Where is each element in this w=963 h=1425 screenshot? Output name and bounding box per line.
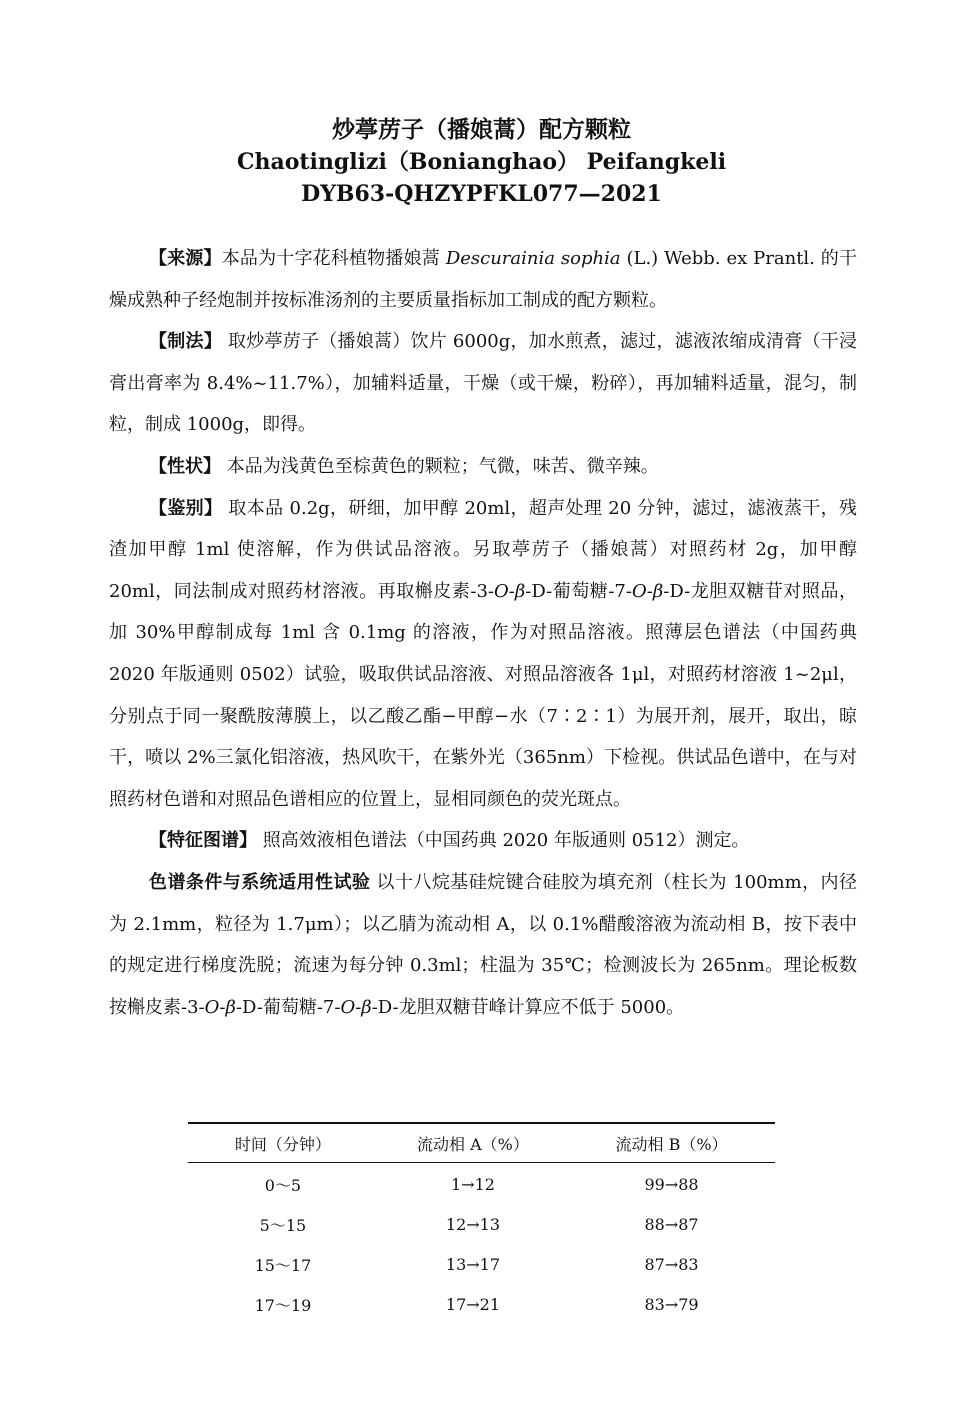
italic-beta: β [225, 996, 236, 1018]
document-body [109, 238, 857, 1028]
chromatography-heading: 色谱条件与系统适用性试验 [149, 871, 371, 893]
preparation-text: 取炒葶苈子（播娘蒿）饮片 6000g，加水煎煮，滤过，滤液浓缩成清膏（干浸膏出膏率为 8.4%~11.7%），加辅料适量，干燥（或干燥，粉碎），再加辅料适量，混匀，制粒，制成 1000g，即得。 [109, 331, 857, 436]
header-mobile-phase-a: 流动相 A（%） [378, 1123, 568, 1163]
title-chinese: 炒葶苈子（播娘蒿）配方颗粒 [332, 116, 631, 143]
chromatography-text-1: 以十八烷基硅烷键合硅胶为填充剂（柱长为 100mm，内径为 2.1mm，粒径为 1.7μm）；以乙腈为流动相 A，以 0.1%醋酸溶液为流动相 B，按下表中的规定进行梯度洗脱；流速为每分钟 0.3ml；柱温为 35℃；检测波长为 265nm。理论板数按槲皮素-3- [109, 871, 858, 1018]
italic-beta: β [361, 996, 372, 1018]
identification-text-2: - [508, 580, 515, 602]
preparation-heading: 【制法】 [149, 331, 222, 353]
fingerprint-paragraph [109, 820, 857, 862]
character-text: 本品为浅黄色至棕黄色的颗粒；气微，味苦、微辛辣。 [221, 455, 659, 477]
preparation-paragraph [109, 321, 857, 446]
character-heading: 【性状】 [149, 455, 221, 477]
identification-text-5: -D-龙胆双糖苷对照品，加 30%甲醇制成每 1ml 含 0.1mg 的溶液，作为对照品溶液。照薄层色谱法（中国药典 2020 年版通则 0502）试验，吸取供试品溶液、对照品溶液各 1μl，对照药材溶液 1~2μl，分别点于同一聚酰胺薄膜上，以乙酸乙酯−甲醇−水（7∶2∶1）为展开剂，展开，取出，晾干，喷以 2%三氯化铝溶液，热风吹干，在紫外光（365nm）下检视。供试品色谱中，在与对照药材色谱和对照品色谱相应的位置上，显相同颜色的荧光斑点。 [109, 580, 857, 810]
cell-phase-a: 17→21 [445, 1294, 501, 1314]
cell-time: 5～15 [259, 1215, 307, 1235]
source-text-2: (L.) Webb. ex Prantl. 的干燥成熟种子经炮制并按标准汤剂的主要质量指标加工制成的配方颗粒。 [109, 248, 857, 311]
latin-name: Descurainia sophia [445, 248, 621, 269]
table-row [188, 1284, 775, 1324]
title-pinyin: Chaotinglizi（Bonianghao） Peifangkeli [236, 149, 727, 175]
identification-paragraph [109, 488, 857, 821]
chromatography-paragraph [109, 862, 857, 1028]
character-paragraph [109, 446, 857, 488]
cell-time: 17～19 [254, 1295, 312, 1315]
cell-phase-a: 1→12 [450, 1174, 495, 1194]
identification-text-1: 取本品 0.2g，研细，加甲醇 20ml，超声处理 20 分钟，滤过，滤液蒸干，残渣加甲醇 1ml 使溶解，作为供试品溶液。另取葶苈子（播娘蒿）对照药材 2g，加甲醇 20ml，同法制成对照药材溶液。再取槲皮素-3- [109, 497, 858, 602]
title-block [0, 114, 963, 210]
table-row [188, 1244, 775, 1284]
table-row [188, 1204, 775, 1244]
chromatography-text-3: -D-葡萄糖-7- [235, 996, 341, 1018]
italic-o: O [204, 996, 220, 1018]
source-heading: 【来源】 [149, 248, 222, 269]
chromatography-text-4: - [355, 996, 362, 1018]
italic-beta: β [514, 580, 526, 602]
cell-phase-a: 12→13 [445, 1214, 501, 1234]
fingerprint-heading: 【特征图谱】 [149, 830, 257, 852]
chromatography-text-2: - [219, 996, 226, 1018]
cell-phase-b: 88→87 [644, 1214, 699, 1234]
cell-phase-a: 13→17 [445, 1254, 501, 1274]
standard-code: DYB63-QHZYPFKL077—2021 [301, 181, 662, 207]
table-row [188, 1163, 775, 1205]
cell-phase-b: 83→79 [644, 1294, 699, 1314]
header-mobile-phase-b: 流动相 B（%） [568, 1123, 775, 1163]
table-header-row [188, 1123, 775, 1163]
identification-heading: 【鉴别】 [149, 497, 223, 519]
italic-o: O [631, 580, 647, 602]
source-paragraph [109, 238, 857, 321]
cell-time: 0～5 [264, 1175, 302, 1195]
fingerprint-text: 照高效液相色谱法（中国药典 2020 年版通则 0512）测定。 [257, 830, 750, 852]
italic-o: O [494, 580, 509, 602]
identification-text-3: -D-葡萄糖-7- [525, 580, 632, 602]
italic-o: O [340, 996, 356, 1018]
gradient-table [188, 1122, 775, 1324]
chromatography-text-5: -D-龙胆双糖苷峰计算应不低于 5000。 [371, 996, 685, 1018]
header-time: 时间（分钟） [188, 1123, 378, 1163]
cell-phase-b: 87→83 [644, 1254, 699, 1274]
identification-text-4: - [646, 580, 653, 602]
source-text-1: 本品为十字花科植物播娘蒿 [221, 248, 446, 269]
cell-phase-b: 99→88 [644, 1174, 699, 1194]
cell-time: 15～17 [254, 1255, 312, 1275]
italic-beta: β [652, 580, 664, 602]
